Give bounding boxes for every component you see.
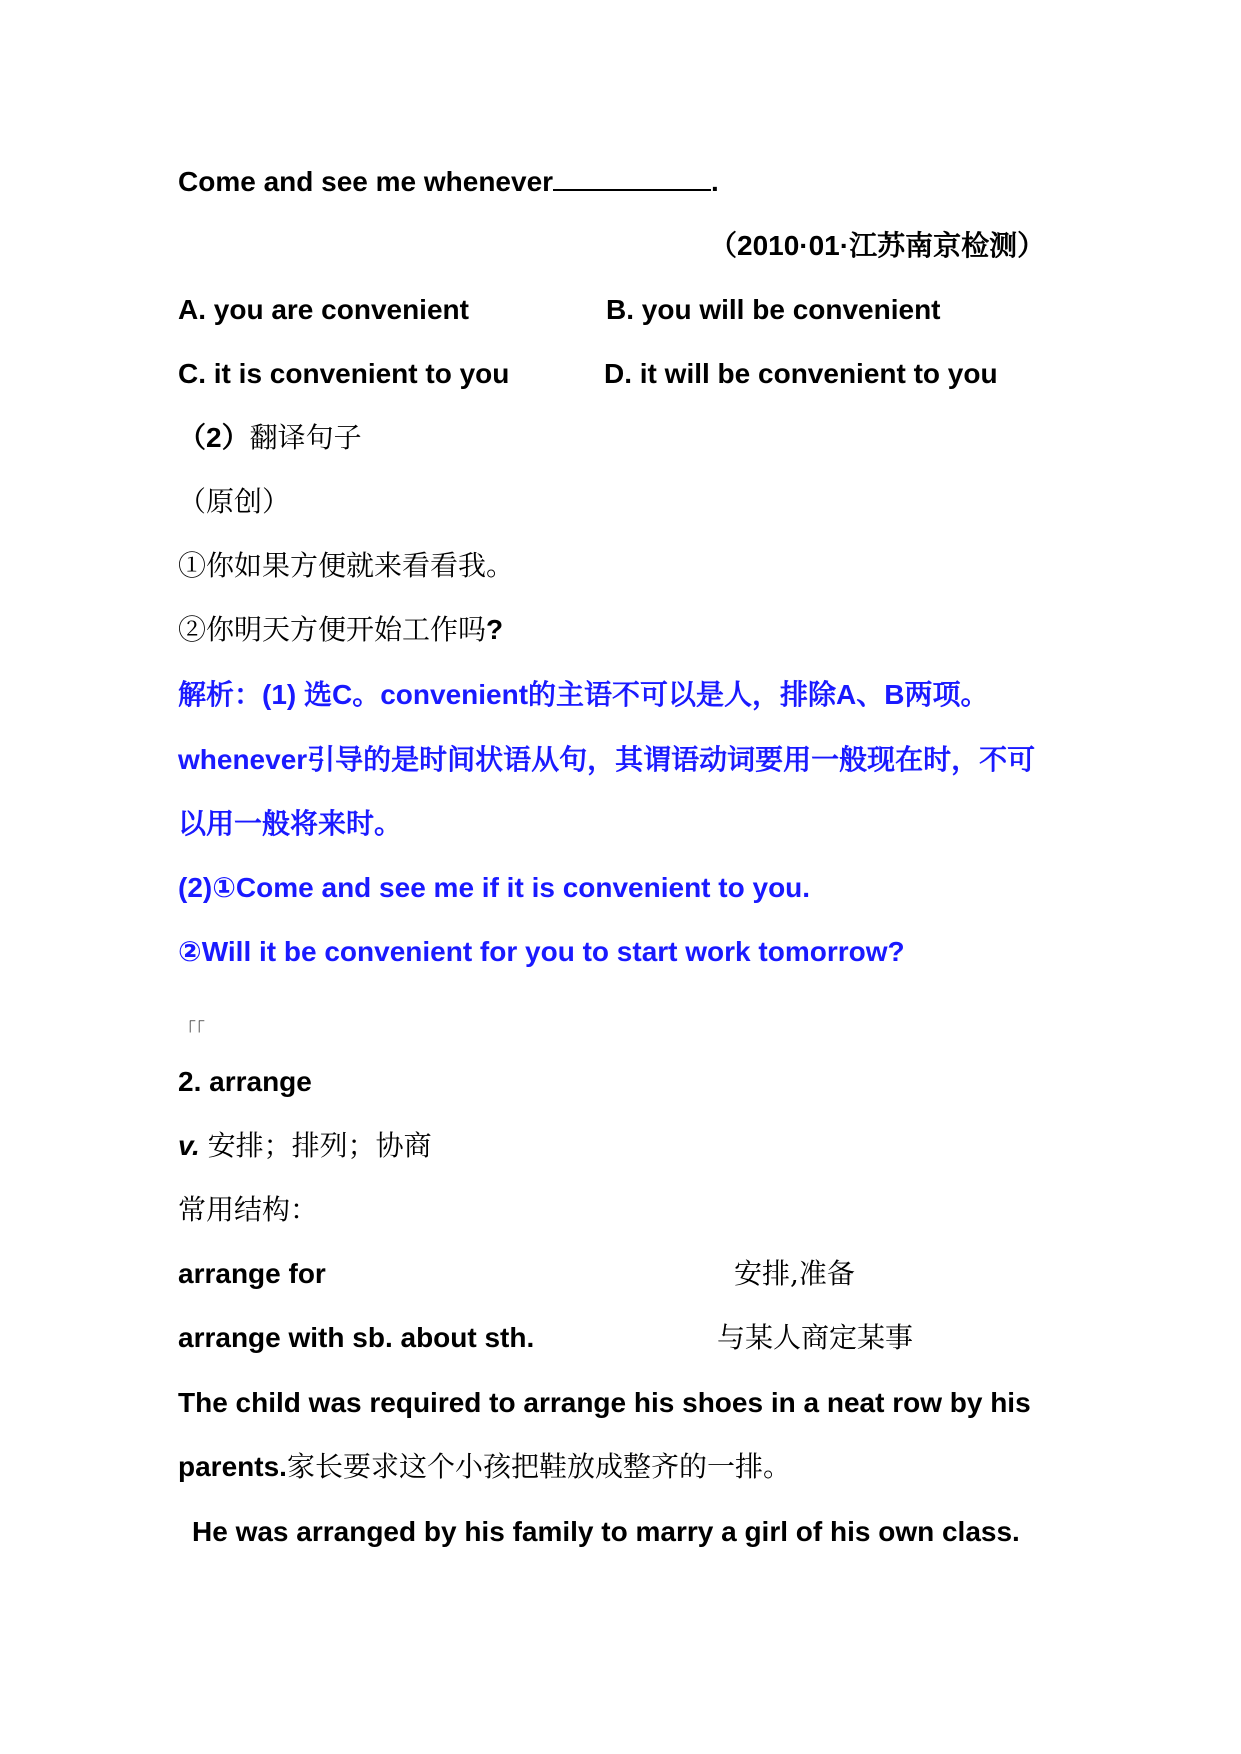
option-b-text: B. you will be convenient bbox=[606, 294, 941, 325]
phrase-2-en-text: arrange with sb. about sth. bbox=[178, 1322, 535, 1353]
vocab-headword-text: 2. arrange bbox=[178, 1066, 312, 1097]
example-1-line-2 bbox=[178, 1447, 791, 1487]
translate-item-1 bbox=[178, 546, 514, 586]
question-stem bbox=[178, 162, 719, 202]
section-marker bbox=[178, 1010, 205, 1050]
option-d bbox=[604, 354, 998, 394]
phrase-2-en bbox=[178, 1318, 534, 1358]
analysis-line-1-text: 解析：(1) 选C。convenient的主语不可以是人，排除A、B两项。 bbox=[178, 679, 989, 710]
translate-item-2-mark: ? bbox=[486, 614, 504, 645]
analysis-line-4-text: (2)①Come and see me if it is convenient to you. bbox=[178, 872, 811, 903]
example-1-line-1 bbox=[178, 1383, 1031, 1423]
question-source-text: （2010·01·江苏南京检测） bbox=[709, 230, 1046, 261]
question-source bbox=[709, 226, 1045, 266]
analysis-line-3 bbox=[178, 804, 402, 844]
answer-blank bbox=[553, 165, 711, 191]
translate-item-2 bbox=[178, 610, 503, 650]
example-2 bbox=[192, 1512, 1020, 1552]
vocab-pos: v. bbox=[178, 1130, 200, 1161]
example-1-line-2-en: parents. bbox=[178, 1451, 287, 1482]
analysis-line-5 bbox=[178, 932, 905, 972]
phrase-1-cn-text: 安排,准备 bbox=[734, 1257, 855, 1290]
translate-item-2-text: ②你明天方便开始工作吗 bbox=[178, 613, 487, 646]
example-1-line-1-text: The child was required to arrange his shoes in a neat row by his bbox=[178, 1387, 1031, 1418]
vocab-headword bbox=[178, 1062, 312, 1102]
structures-label bbox=[178, 1190, 318, 1230]
example-2-text: He was arranged by his family to marry a girl of his own class. bbox=[192, 1516, 1020, 1547]
section-marker-text: 「「 bbox=[178, 1020, 205, 1040]
analysis-line-2 bbox=[178, 740, 1035, 780]
translate-item-1-text: ①你如果方便就来看看我。 bbox=[178, 549, 515, 582]
translate-heading bbox=[178, 418, 362, 458]
analysis-line-1 bbox=[178, 675, 988, 715]
translate-origin-text: （原创） bbox=[178, 485, 291, 518]
vocab-definition bbox=[178, 1126, 432, 1166]
option-c bbox=[178, 354, 509, 394]
translate-heading-num: （2） bbox=[178, 422, 250, 453]
phrase-1-cn bbox=[734, 1254, 855, 1294]
analysis-line-3-text: 以用一般将来时。 bbox=[178, 808, 403, 839]
option-c-text: C. it is convenient to you bbox=[178, 358, 510, 389]
phrase-1-en-text: arrange for bbox=[178, 1258, 326, 1289]
vocab-meaning: 安排；排列；协商 bbox=[207, 1129, 432, 1162]
phrase-2-cn bbox=[717, 1318, 913, 1358]
question-stem-period: . bbox=[711, 166, 719, 197]
option-a-text: A. you are convenient bbox=[178, 294, 469, 325]
analysis-line-4 bbox=[178, 868, 810, 908]
phrase-1-en bbox=[178, 1254, 326, 1294]
translate-origin bbox=[178, 482, 290, 522]
analysis-line-5-text: ②Will it be convenient for you to start work tomorrow? bbox=[178, 936, 905, 967]
phrase-2-cn-text: 与某人商定某事 bbox=[717, 1321, 914, 1354]
option-d-text: D. it will be convenient to you bbox=[604, 358, 998, 389]
structures-label-text: 常用结构： bbox=[178, 1193, 319, 1226]
analysis-line-2-text: whenever引导的是时间状语从句，其谓语动词要用一般现在时，不可 bbox=[178, 744, 1036, 775]
example-1-line-2-cn: 家长要求这个小孩把鞋放成整齐的一排。 bbox=[286, 1450, 791, 1483]
option-a bbox=[178, 290, 469, 330]
question-stem-text: Come and see me whenever bbox=[178, 166, 554, 197]
option-b bbox=[606, 290, 941, 330]
translate-heading-text: 翻译句子 bbox=[249, 421, 362, 454]
